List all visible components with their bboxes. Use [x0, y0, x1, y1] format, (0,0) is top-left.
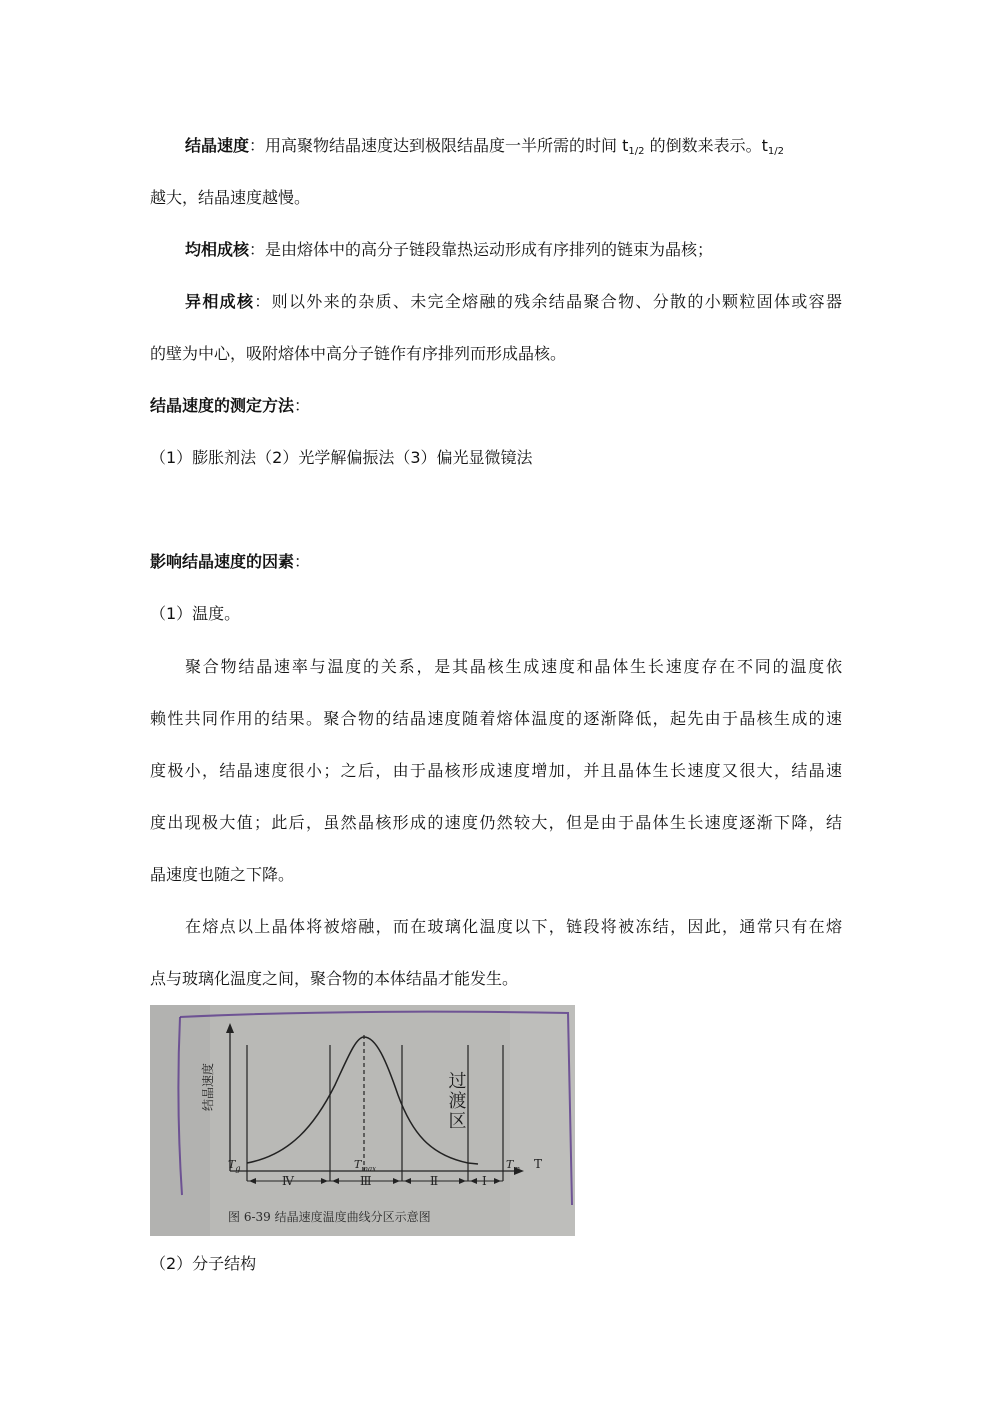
tm-label: T: [506, 1158, 514, 1171]
heading-measurement-methods: 结晶速度的测定方法：: [150, 396, 311, 415]
factor-temperature: （1）温度。: [150, 604, 241, 623]
paragraph-line: 度极小，结晶速度很小；之后，由于晶核形成速度增加，并且晶体生长速度又很大，结晶速: [150, 761, 842, 780]
paragraph-heterogeneous-nucleation: 异相成核：则以外来的杂质、未完全熔融的残余结晶聚合物、分散的小颗粒固体或容器: [185, 292, 842, 311]
region-ii-label: Ⅱ: [430, 1174, 439, 1188]
tg-label: T: [228, 1158, 236, 1171]
y-axis-label: 结晶速度: [201, 1062, 215, 1111]
svg-text:Tm: $T_m$: [506, 1158, 520, 1173]
paragraph-crystallization-rate: 结晶速度：用高聚物结晶速度达到极限结晶度一半所需的时间 $t_{1/2}$ 的倒数来表示。$t_{1/2}$: [185, 136, 784, 157]
handwritten-annotation: 过渡区: [445, 1071, 467, 1131]
x-axis-label: T: [534, 1157, 543, 1171]
paragraph-line: 越大，结晶速度越慢。: [150, 188, 311, 207]
svg-text:Tmax: $T_{max}$: [354, 1158, 377, 1173]
paragraph-line: 在熔点以上晶体将被熔融，而在玻璃化温度以下，链段将被冻结，因此，通常只有在熔: [185, 917, 842, 936]
paragraph-line: 的壁为中心，吸附熔体中高分子链作有序排列而形成晶核。: [150, 344, 567, 363]
paragraph-line: 点与玻璃化温度之间，聚合物的本体结晶才能发生。: [150, 969, 519, 988]
paragraph-line: 聚合物结晶速率与温度的关系，是其晶核生成速度和晶体生长速度存在不同的温度依: [185, 657, 842, 676]
factor-molecular-structure: （2）分子结构: [150, 1254, 257, 1273]
heading-influencing-factors: 影响结晶速度的因素：: [150, 552, 311, 571]
paragraph-line: 晶速度也随之下降。: [150, 865, 295, 884]
figure-caption: 图 6-39 结晶速度温度曲线分区示意图: [228, 1210, 431, 1224]
paragraph-line: 度出现极大值；此后，虽然晶核形成的速度仍然较大，但是由于晶体生长速度逐渐下降，结: [150, 813, 842, 832]
crystallization-rate-figure-photo: [150, 1005, 575, 1236]
paragraph-line: 赖性共同作用的结果。聚合物的结晶速度随着熔体温度的逐渐降低，起先由于晶核生成的速: [150, 709, 842, 728]
region-iv-label: Ⅳ: [282, 1174, 294, 1188]
term-heterogeneous-nucleation: 异相成核: [185, 292, 255, 311]
term-crystallization-rate: 结晶速度: [185, 136, 250, 155]
region-i-label: Ⅰ: [482, 1174, 487, 1188]
methods-list: （1）膨胀剂法（2）光学解偏振法（3）偏光显微镜法: [150, 448, 533, 467]
region-iii-label: Ⅲ: [360, 1174, 372, 1188]
svg-text:Tg: $T_g$: [228, 1158, 241, 1173]
figure-diagram: [150, 1005, 575, 1236]
tmax-label: T: [354, 1158, 362, 1171]
term-homogeneous-nucleation: 均相成核: [185, 240, 250, 259]
paragraph-homogeneous-nucleation: 均相成核：是由熔体中的高分子链段靠热运动形成有序排列的链束为晶核；: [185, 240, 714, 259]
